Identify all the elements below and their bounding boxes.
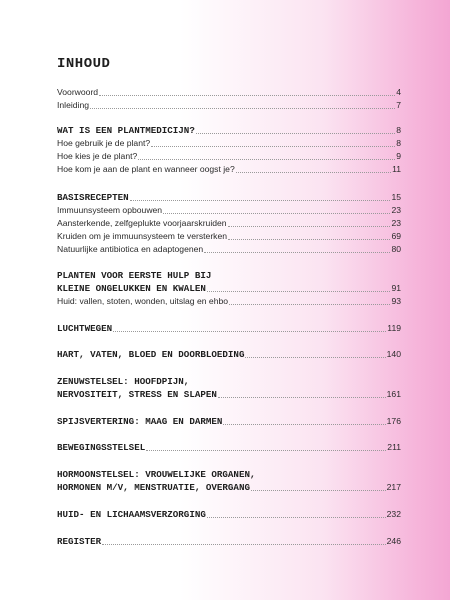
toc-entry-label: Huid: vallen, stoten, wonden, uitslag en ehbo xyxy=(57,296,229,306)
toc-entry-label: BEWEGINGSSTELSEL xyxy=(57,442,146,453)
toc-title: INHOUD xyxy=(57,56,111,72)
dot-leader xyxy=(99,95,395,96)
dot-leader xyxy=(90,108,395,109)
toc-page-number: 176 xyxy=(386,416,401,426)
toc-entry-label: Kruiden om je immuunsysteem te versterken xyxy=(57,231,228,241)
toc-heading-line: HORMOONSTELSEL: VROUWELIJKE ORGANEN, xyxy=(57,469,256,480)
toc-entry-row[interactable] xyxy=(57,204,401,217)
toc-section xyxy=(57,468,401,494)
toc-section xyxy=(57,441,401,454)
toc-chapter-row[interactable] xyxy=(57,415,401,428)
toc-chapter-row[interactable] xyxy=(57,481,401,494)
toc-page-number: 23 xyxy=(391,205,401,215)
toc-entry-label: Natuurlijke antibiotica en adaptogenen xyxy=(57,244,204,254)
toc-page-number: 161 xyxy=(386,389,401,399)
dot-leader xyxy=(229,304,390,305)
toc-page-number: 11 xyxy=(392,164,401,174)
toc-entry-label: Hoe gebruik je de plant? xyxy=(57,138,151,148)
toc-chapter-row[interactable] xyxy=(57,282,401,295)
toc-entry-row[interactable] xyxy=(57,295,401,308)
dot-leader xyxy=(207,517,386,518)
toc-section xyxy=(57,269,401,308)
toc-page-number: 69 xyxy=(391,231,401,241)
toc-section xyxy=(57,124,401,176)
toc-heading-line: PLANTEN VOOR EERSTE HULP BIJ xyxy=(57,270,212,281)
dot-leader xyxy=(138,159,395,160)
toc-page-number: 23 xyxy=(391,218,401,228)
dot-leader xyxy=(245,357,385,358)
toc-entry-row[interactable] xyxy=(57,86,401,99)
toc-section xyxy=(57,191,401,256)
dot-leader xyxy=(204,252,390,253)
toc-page-number: 140 xyxy=(386,349,401,359)
toc-section xyxy=(57,322,401,335)
toc-entry-label: Voorwoord xyxy=(57,87,99,97)
toc-chapter-row[interactable] xyxy=(57,441,401,454)
toc-page-number: 232 xyxy=(386,509,401,519)
toc-entry-row[interactable] xyxy=(57,150,401,163)
toc-page-number: 119 xyxy=(387,323,401,333)
toc-section xyxy=(57,375,401,401)
toc-entry-label: WAT IS EEN PLANTMEDICIJN? xyxy=(57,125,195,136)
toc-entry-row[interactable] xyxy=(57,217,401,230)
toc-entry-row[interactable] xyxy=(57,99,401,112)
toc-section xyxy=(57,86,401,112)
toc-entry-label: Inleiding xyxy=(57,100,90,110)
toc-page-number: 8 xyxy=(396,138,401,148)
toc-chapter-row[interactable] xyxy=(57,388,401,401)
toc-page-number: 93 xyxy=(391,296,401,306)
toc-chapter-row[interactable] xyxy=(57,322,401,335)
dot-leader xyxy=(228,226,391,227)
toc-entry-label: NERVOSITEIT, STRESS EN SLAPEN xyxy=(57,389,217,400)
dot-leader xyxy=(146,450,386,451)
dot-leader xyxy=(163,213,390,214)
dot-leader xyxy=(223,424,385,425)
toc-page-number: 4 xyxy=(396,87,401,97)
toc-entry-label: HORMONEN M/V, MENSTRUATIE, OVERGANG xyxy=(57,482,250,493)
toc-page-number: 8 xyxy=(396,125,401,135)
toc-section xyxy=(57,415,401,428)
toc-section xyxy=(57,508,401,521)
toc-page-number: 7 xyxy=(396,100,401,110)
dot-leader xyxy=(207,291,391,292)
toc-entry-row[interactable] xyxy=(57,230,401,243)
toc-entry-label: HUID- EN LICHAAMSVERZORGING xyxy=(57,509,206,520)
dot-leader xyxy=(251,490,386,491)
toc-chapter-row[interactable] xyxy=(57,124,401,137)
toc-heading-line: ZENUWSTELSEL: HOOFDPIJN, xyxy=(57,376,190,387)
dot-leader xyxy=(228,239,390,240)
toc-section xyxy=(57,535,401,548)
toc-page-number: 15 xyxy=(391,192,401,202)
toc-entry-label: BASISRECEPTEN xyxy=(57,192,129,203)
toc-chapter-row[interactable] xyxy=(57,191,401,204)
dot-leader xyxy=(130,200,391,201)
toc-entry-row[interactable] xyxy=(57,243,401,256)
toc-section xyxy=(57,348,401,361)
toc-page-number: 217 xyxy=(386,482,401,492)
toc-page-number: 211 xyxy=(387,442,401,452)
dot-leader xyxy=(113,331,386,332)
toc-entry-label: Aansterkende, zelfgeplukte voorjaarskruiden xyxy=(57,218,227,228)
dot-leader xyxy=(218,397,386,398)
toc-chapter-row[interactable] xyxy=(57,535,401,548)
toc-entry-row[interactable] xyxy=(57,137,401,150)
dot-leader xyxy=(236,172,391,173)
toc-chapter-row[interactable] xyxy=(57,508,401,521)
toc-entry-label: KLEINE ONGELUKKEN EN KWALEN xyxy=(57,283,206,294)
toc-page-number: 80 xyxy=(391,244,401,254)
toc-chapter-row[interactable] xyxy=(57,348,401,361)
toc-entry-row[interactable] xyxy=(57,163,401,176)
toc-entry-label: HART, VATEN, BLOED EN DOORBLOEDING xyxy=(57,349,245,360)
toc-entry-label: REGISTER xyxy=(57,536,102,547)
toc-page-number: 9 xyxy=(396,151,401,161)
toc-entry-label: Hoe kom je aan de plant en wanneer oogst je? xyxy=(57,164,235,174)
dot-leader xyxy=(151,146,395,147)
dot-leader xyxy=(102,544,386,545)
toc-page-number: 91 xyxy=(391,283,401,293)
toc-entry-label: LUCHTWEGEN xyxy=(57,323,113,334)
toc-entry-label: Immuunsysteem opbouwen xyxy=(57,205,163,215)
toc-page-number: 246 xyxy=(386,536,401,546)
toc-entry-label: SPIJSVERTERING: MAAG EN DARMEN xyxy=(57,416,223,427)
toc-entry-label: Hoe kies je de plant? xyxy=(57,151,138,161)
dot-leader xyxy=(196,133,395,134)
